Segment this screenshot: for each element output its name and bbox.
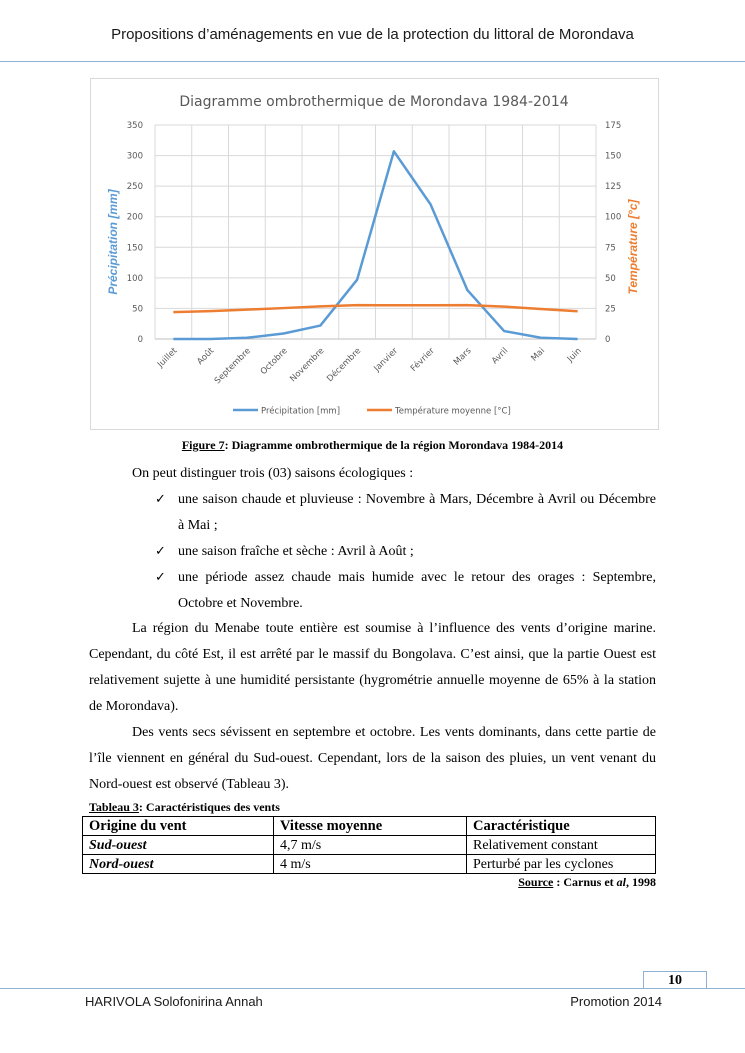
header-speed: Vitesse moyenne	[274, 817, 467, 836]
x-tick-label: Septembre	[212, 346, 253, 387]
checkmark-icon: ✓	[155, 570, 166, 585]
table-header-row	[83, 817, 656, 836]
legend-label-precipitation: Précipitation [mm]	[261, 406, 341, 417]
seasons-intro: On peut distinguer trois (03) saisons écologiques :	[132, 466, 414, 481]
source-al: al	[616, 875, 626, 889]
y-tick-label-right: 0	[605, 335, 611, 345]
table-row	[83, 836, 656, 855]
page-number: 10	[643, 971, 707, 989]
y-axis-left-label: Précipitation [mm]	[106, 189, 120, 295]
list-item	[155, 565, 656, 617]
header-origin: Origine du vent	[83, 817, 274, 836]
y-tick-label-right: 150	[605, 151, 622, 162]
footer-divider	[0, 988, 745, 989]
footer-promotion: Promotion 2014	[570, 994, 662, 1009]
x-tick-label: Juillet	[155, 346, 180, 370]
chart-canvas	[91, 79, 658, 429]
x-tick-label: Décembre	[325, 346, 364, 385]
x-tick-label: Avril	[490, 346, 511, 367]
x-tick-label: Mai	[529, 346, 547, 364]
body-paragraph-dry-winds: Des vents secs sévissent en septembre et octobre. Les vents dominants, dans cette partie de l’île viennent en général du Sud-ouest. Cependant, lors de la saison des pluies, un vent venant du Nord-ouest est observé (Tableau 3).	[89, 725, 656, 792]
x-tick-label: Novembre	[288, 346, 327, 385]
cell-origin: Sud-ouest	[83, 836, 274, 855]
ombrothermic-chart	[90, 78, 659, 430]
table-row	[83, 855, 656, 874]
figure-caption-text: : Diagramme ombrothermique de la région Morondava 1984-2014	[224, 438, 564, 452]
y-axis-right-label: Température [°c]	[626, 199, 640, 295]
y-tick-label-right: 175	[605, 121, 622, 131]
table-title-text: : Caractéristiques des vents	[138, 800, 280, 814]
y-tick-label-right: 75	[605, 243, 616, 254]
seasons-list	[155, 487, 656, 617]
y-tick-label-right: 100	[605, 212, 622, 223]
cell-speed: 4,7 m/s	[274, 836, 467, 855]
chart-legend	[233, 406, 511, 417]
list-item	[155, 539, 656, 565]
source-year: , 1998	[626, 875, 656, 889]
footer-author: HARIVOLA Solofonirina Annah	[85, 994, 263, 1009]
header-divider	[0, 61, 745, 62]
y-tick-label-left: 50	[132, 304, 143, 315]
y-tick-label-right: 50	[605, 273, 616, 284]
header-characteristic: Caractéristique	[467, 817, 656, 836]
season-text: une période assez chaude mais humide avec le retour des orages : Septembre, Octobre et Novembre.	[178, 570, 656, 611]
x-tick-label: Février	[408, 346, 437, 374]
y-tick-label-left: 0	[137, 335, 143, 345]
y-tick-label-left: 100	[126, 273, 143, 284]
table-caption	[89, 800, 280, 815]
y-tick-label-right: 125	[605, 182, 622, 193]
y-tick-label-left: 150	[126, 243, 143, 254]
x-tick-label: Mars	[451, 346, 474, 368]
table-label: Tableau 3	[89, 800, 139, 814]
season-text: une saison fraîche et sèche : Avril à Août ;	[178, 544, 414, 559]
checkmark-icon: ✓	[155, 492, 166, 507]
y-tick-label-right: 25	[605, 304, 616, 315]
source-text: : Carnus et	[553, 875, 617, 889]
x-tick-label: Janvier	[372, 346, 400, 374]
running-header: Propositions d’aménagements en vue de la protection du littoral de Morondava	[111, 26, 634, 43]
x-tick-label: Octobre	[258, 346, 290, 378]
y-tick-label-left: 300	[126, 151, 143, 162]
x-tick-label: Juin	[565, 346, 584, 365]
table-source	[518, 875, 656, 890]
y-tick-label-left: 200	[126, 212, 143, 223]
wind-characteristics-table	[82, 816, 656, 874]
body-paragraph-winds-menabe: La région du Menabe toute entière est soumise à l’influence des vents d’origine marine. Cependant, du côté Est, il est arrêté par le massif du Bongolava. C’est ainsi, que la partie Ouest est relativement sujette à une humidité persistante (hygrométrie annuelle moyenne de 65% à la station de Morondava).	[89, 621, 656, 714]
checkmark-icon: ✓	[155, 544, 166, 559]
chart-title: Diagramme ombrothermique de Morondava 1984-2014	[179, 94, 569, 110]
list-item	[155, 487, 656, 539]
source-label: Source	[518, 875, 554, 889]
legend-label-temperature: Température moyenne [°C]	[395, 406, 511, 417]
x-tick-label: Août	[195, 346, 217, 367]
season-text: une saison chaude et pluvieuse : Novembre à Mars, Décembre à Avril ou Décembre à Mai ;	[178, 492, 656, 533]
cell-speed: 4 m/s	[274, 855, 467, 874]
y-tick-label-left: 250	[126, 182, 143, 193]
cell-characteristic: Relativement constant	[467, 836, 656, 855]
y-tick-label-left: 350	[126, 121, 143, 131]
cell-origin: Nord-ouest	[83, 855, 274, 874]
figure-caption	[0, 438, 745, 453]
cell-characteristic: Perturbé par les cyclones	[467, 855, 656, 874]
figure-label: Figure 7	[181, 438, 225, 452]
